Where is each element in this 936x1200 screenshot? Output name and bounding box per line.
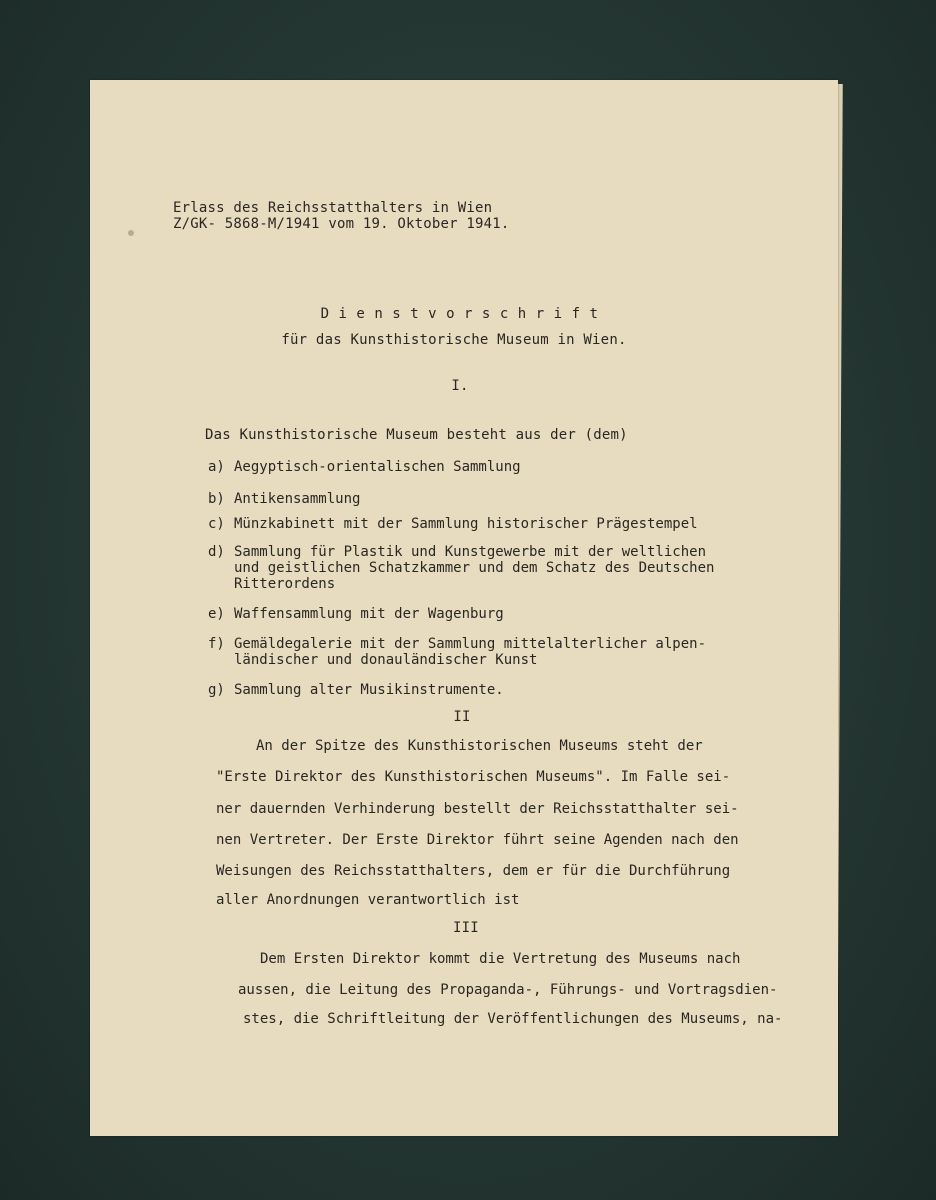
section-1-intro: Das Kunsthistorische Museum besteht aus der (dem) <box>205 427 628 443</box>
section-2-line: aller Anordnungen verantwortlich ist <box>216 892 520 908</box>
header-line-2: Z/GK- 5868-M/1941 vom 19. Oktober 1941. <box>173 216 510 232</box>
section-2-line: nen Vertreter. Der Erste Direktor führt seine Agenden nach den <box>216 832 739 848</box>
section-1-numeral: I. <box>451 378 469 394</box>
section-3-numeral: III <box>453 920 479 936</box>
list-label: a) <box>208 459 225 475</box>
list-label: e) <box>208 606 225 622</box>
document-title: Dienstvorschrift <box>320 306 608 322</box>
section-2-line: An der Spitze des Kunsthistorischen Museums steht der <box>256 738 703 754</box>
document-subtitle: für das Kunsthistorische Museum in Wien. <box>281 332 627 348</box>
list-text: Waffensammlung mit der Wagenburg <box>234 606 504 622</box>
list-text: Sammlung für Plastik und Kunstgewerbe mit der weltlichen und geistlichen Schatzkammer und dem Schatz des Deutschen Ritterordens <box>234 544 715 592</box>
list-text: Münzkabinett mit der Sammlung historischer Prägestempel <box>234 516 698 532</box>
list-text: Antikensammlung <box>234 491 361 507</box>
section-3-line: stes, die Schriftleitung der Veröffentlichungen des Museums, na- <box>243 1011 783 1027</box>
list-label: d) <box>208 544 225 560</box>
header-line-1: Erlass des Reichsstatthalters in Wien <box>173 200 493 216</box>
list-text: Sammlung alter Musikinstrumente. <box>234 682 504 698</box>
section-2-line: "Erste Direktor des Kunsthistorischen Museums". Im Falle sei- <box>216 769 731 785</box>
section-2-line: Weisungen des Reichsstatthalters, dem er für die Durchführung <box>216 863 731 879</box>
list-label: f) <box>208 636 225 652</box>
section-2-line: ner dauernden Verhinderung bestellt der Reichsstatthalter sei- <box>216 801 739 817</box>
list-label: b) <box>208 491 225 507</box>
punch-mark <box>128 230 134 236</box>
section-2-numeral: II <box>453 709 471 725</box>
list-text: Gemäldegalerie mit der Sammlung mittelalterlicher alpen- ländischer und donauländischer Kunst <box>234 636 707 668</box>
section-3-line: Dem Ersten Direktor kommt die Vertretung des Museums nach <box>260 951 741 967</box>
list-label: g) <box>208 682 225 698</box>
list-label: c) <box>208 516 225 532</box>
list-text: Aegyptisch-orientalischen Sammlung <box>234 459 521 475</box>
section-3-line: aussen, die Leitung des Propaganda-, Führungs- und Vortragsdien- <box>238 982 778 998</box>
document-page <box>90 80 838 1136</box>
